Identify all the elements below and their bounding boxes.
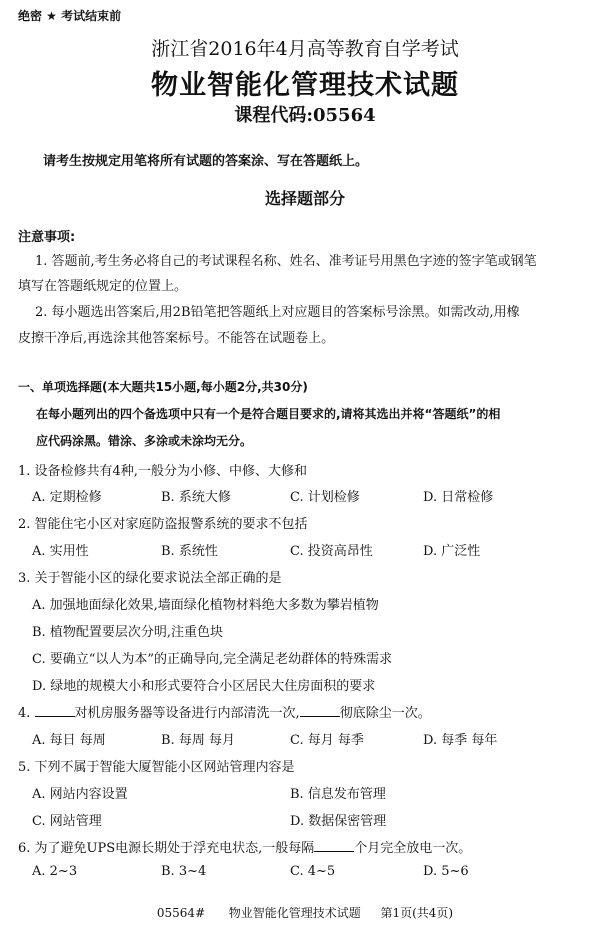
question-6-option-a: A. 2~3 [32, 864, 78, 879]
question-3-option-b: B. 植物配置要层次分明,注重色块 [32, 625, 223, 640]
question-6-option-c: C. 4~5 [290, 864, 336, 879]
part-desc-line-1: 在每小题列出的四个备选项中只有一个是符合题目要求的,请将其选出并将“答题纸”的相 [36, 407, 501, 421]
question-2-option-b: B. 系统性 [161, 544, 218, 559]
note-1-line-2: 填写在答题纸规定的位置上。 [18, 279, 188, 294]
question-5-option-d: D. 数据保密管理 [290, 814, 387, 829]
part-heading: 一、单项选择题(本大题共15小题,每小题2分,共30分) [18, 380, 308, 394]
question-4-end: 彻底除尘一次。 [339, 706, 431, 721]
question-4-option-d: D. 每季 每年 [423, 733, 498, 748]
question-6-end: 个月完全放电一次。 [354, 841, 472, 856]
question-2-option-a: A. 实用性 [32, 544, 89, 559]
notes-heading: 注意事项: [18, 230, 76, 245]
answer-blank [35, 704, 75, 717]
question-4-option-a: A. 每日 每周 [32, 733, 106, 748]
question-1-option-c: C. 计划检修 [290, 490, 360, 505]
question-3-option-a: A. 加强地面绿化效果,墙面绿化植物材料绝大多数为攀岩植物 [32, 598, 379, 613]
part-desc-line-2: 应代码涂黑。错涂、多涂或未涂均无分。 [36, 434, 253, 448]
footer-page-number: 第1页(共4页) [380, 906, 454, 920]
exam-title: 浙江省2016年4月高等教育自学考试 [151, 38, 459, 60]
question-2-option-d: D. 广泛性 [423, 544, 481, 559]
section-title: 选择题部分 [264, 189, 345, 208]
question-2-option-c: C. 投资高昂性 [290, 544, 373, 559]
question-4-number: 4. [18, 706, 31, 721]
question-3-option-c: C. 要确立“以人为本”的正确导向,完全满足老幼群体的特殊需求 [32, 652, 393, 667]
question-4-option-b: B. 每周 每月 [161, 733, 235, 748]
footer-code: 05564# [156, 906, 206, 920]
question-5-option-a: A. 网站内容设置 [32, 787, 128, 802]
question-5-option-c: C. 网站管理 [32, 814, 102, 829]
page-footer [0, 904, 610, 921]
question-1-stem: 1. 设备检修共有4种,一般分为小修、中修、大修和 [18, 464, 307, 479]
question-6-option-b: B. 3~4 [161, 864, 207, 879]
question-6-stem [18, 837, 471, 856]
answer-blank [314, 839, 354, 852]
answer-blank [300, 704, 340, 717]
question-4-option-c: C. 每月 每季 [290, 733, 364, 748]
question-5-option-b: B. 信息发布管理 [290, 787, 386, 802]
course-code: 课程代码:05564 [234, 105, 376, 126]
question-5-stem: 5. 下列不属于智能大厦智能小区网站管理内容是 [18, 760, 295, 775]
question-4-stem [18, 702, 431, 721]
note-1-line-1: 1. 答题前,考生务必将自己的考试课程名称、姓名、准考证号用黑色字迹的签字笔或钢笔 [35, 254, 537, 269]
question-2-stem: 2. 智能住宅小区对家庭防盗报警系统的要求不包括 [18, 517, 308, 532]
question-4-middle: 对机房服务器等设备进行内部清洗一次, [74, 706, 300, 721]
question-6-option-d: D. 5~6 [423, 864, 469, 879]
answer-instruction: 请考生按规定用笔将所有试题的答案涂、写在答题纸上。 [43, 154, 369, 169]
question-1-option-d: D. 日常检修 [423, 490, 494, 505]
question-1-option-b: B. 系统大修 [161, 490, 231, 505]
question-3-stem: 3. 关于智能小区的绿化要求说法全部正确的是 [18, 571, 282, 586]
question-6-start: 6. 为了避免UPS电源长期处于浮充电状态,一般每隔 [18, 841, 315, 856]
question-1-option-a: A. 定期检修 [32, 490, 102, 505]
footer-title: 物业智能化管理技术试题 [228, 906, 361, 920]
subject-title: 物业智能化管理技术试题 [151, 70, 459, 101]
note-2-line-2: 皮擦干净后,再选涂其他答案标号。不能答在试题卷上。 [18, 331, 335, 346]
question-3-option-d: D. 绿地的规模大小和形式要符合小区居民大住房面积的要求 [32, 679, 376, 694]
confidential-mark: 绝密 ★ 考试结束前 [18, 9, 122, 23]
note-2-line-1: 2. 每小题选出答案后,用2B铅笔把答题纸上对应题目的答案标号涂黑。如需改动,用橡 [35, 305, 520, 320]
